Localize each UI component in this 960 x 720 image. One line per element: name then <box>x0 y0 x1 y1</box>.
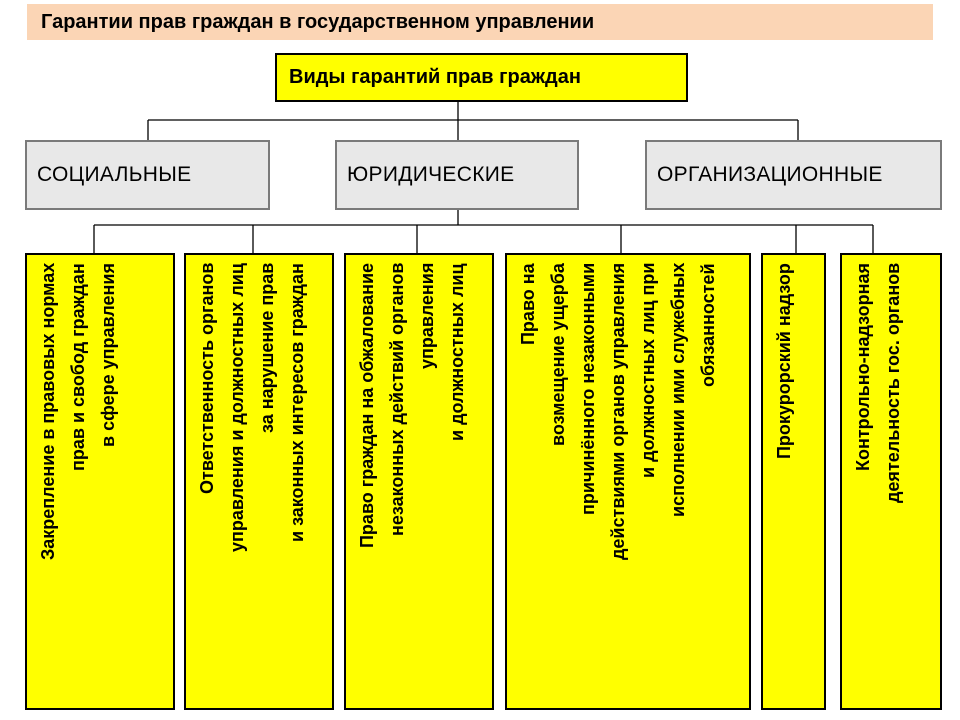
guarantee-item-text: Контрольно-надзорная деятельность гос. органов <box>853 263 903 504</box>
guarantee-item-legal-norms <box>25 253 175 710</box>
guarantee-item-control <box>840 253 942 710</box>
category-social: СОЦИАЛЬНЫЕ <box>25 140 270 210</box>
guarantee-item-prosecutor <box>761 253 826 710</box>
guarantee-item-responsibility <box>184 253 334 710</box>
guarantee-item-appeal <box>344 253 494 710</box>
root-node: Виды гарантий прав граждан <box>275 53 688 102</box>
page-title: Гарантии прав граждан в государственном управлении <box>27 4 933 40</box>
guarantee-item-text: Право граждан на обжалование незаконных действий органов управления и должностных лиц <box>357 263 467 549</box>
category-organizational: ОРГАНИЗАЦИОННЫЕ <box>645 140 942 210</box>
guarantee-item-text: Закрепление в правовых нормах прав и свобод граждан в сфере управления <box>38 263 118 561</box>
guarantee-item-text: Ответственность органов управления и должностных лиц за нарушение прав и законных интересов граждан <box>197 263 307 552</box>
category-legal: ЮРИДИЧЕСКИЕ <box>335 140 579 210</box>
guarantee-item-text: Право на возмещение ущерба причинённого незаконными действиями органов управления и должностных лиц при исполнении ими служебных обязанностей <box>518 263 718 561</box>
guarantee-item-compensation <box>505 253 751 710</box>
guarantee-item-text: Прокурорский надзор <box>774 263 794 459</box>
